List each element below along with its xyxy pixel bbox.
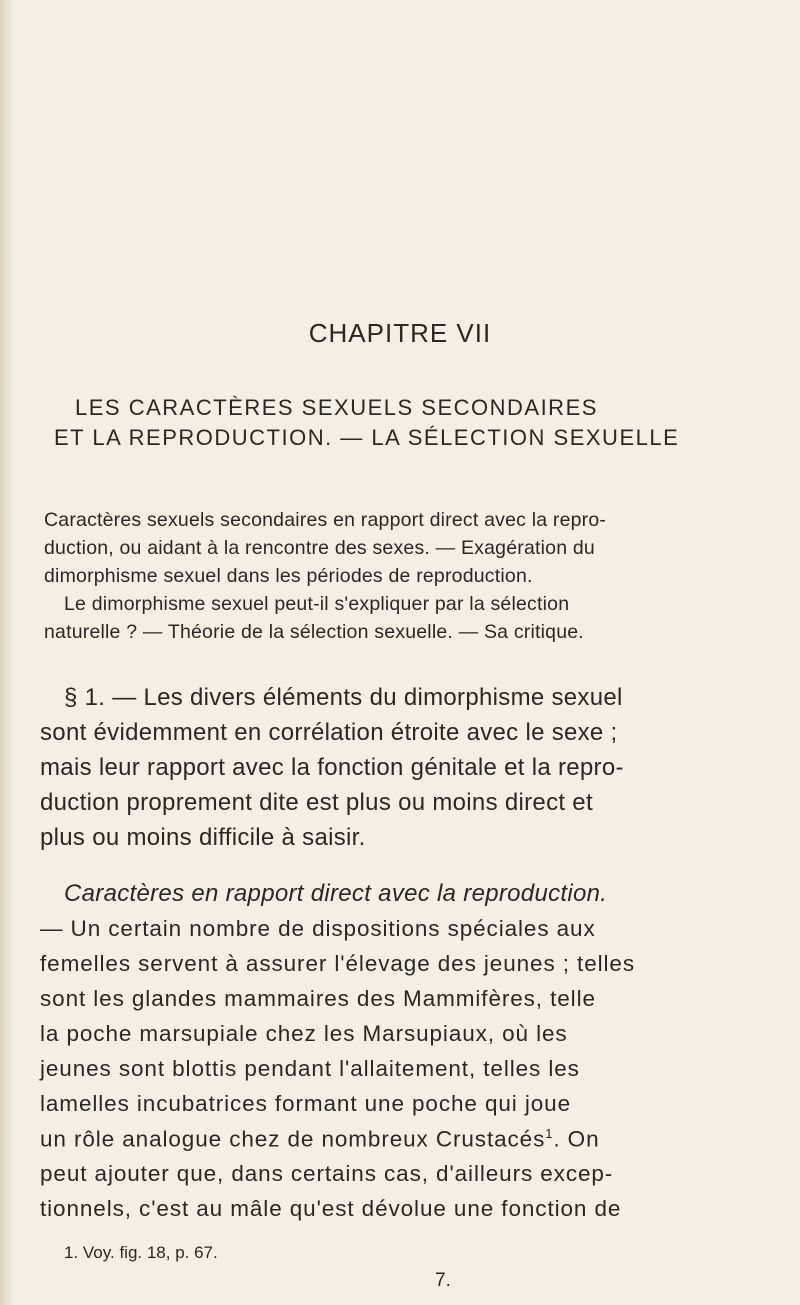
chapter-title: CHAPITRE VII	[308, 318, 492, 348]
heading-line-1: LES CARACTÈRES SEXUELS SECONDAIRES	[75, 395, 598, 420]
section2-line: jeunes sont blottis pendant l'allaitement, telles les	[40, 1056, 580, 1081]
section2-line: la poche marsupiale chez les Marsupiaux, où les	[40, 1021, 568, 1046]
section2-line: sont les glandes mammaires des Mammifères, telle	[40, 986, 596, 1011]
section1-line: duction proprement dite est plus ou moins direct et	[40, 789, 593, 816]
section2-line	[40, 1126, 600, 1153]
summary-line: Le dimorphisme sexuel peut-il s'expliquer par la sélection	[64, 593, 570, 615]
page-edge-shadow	[0, 0, 14, 1305]
section2-title: Caractères en rapport direct avec la reproduction.	[64, 880, 608, 907]
section2-line: peut ajouter que, dans certains cas, d'ailleurs excep-	[40, 1161, 614, 1186]
page-number: 7.	[435, 1270, 451, 1291]
footnote: 1. Voy. fig. 18, p. 67.	[64, 1243, 218, 1262]
section2-line: — Un certain nombre de dispositions spéciales aux	[40, 916, 596, 941]
footnote-marker: 1	[545, 1126, 554, 1141]
section1-line: sont évidemment en corrélation étroite avec le sexe ;	[40, 719, 618, 746]
section2-line-text: un rôle analogue chez de nombreux Crustacés	[40, 1126, 546, 1152]
section2-line: tionnels, c'est au mâle qu'est dévolue une fonction de	[40, 1196, 622, 1221]
heading-line-2: ET LA REPRODUCTION. — LA SÉLECTION SEXUELLE	[54, 425, 680, 450]
summary-line: duction, ou aidant à la rencontre des sexes. — Exagération du	[44, 537, 595, 559]
section2-line: femelles servent à assurer l'élevage des jeunes ; telles	[40, 951, 635, 976]
summary-line: naturelle ? — Théorie de la sélection sexuelle. — Sa critique.	[44, 621, 584, 643]
section2-line: lamelles incubatrices formant une poche qui joue	[40, 1091, 571, 1116]
section1-line: mais leur rapport avec la fonction génitale et la repro-	[40, 754, 624, 781]
section1-line: plus ou moins difficile à saisir.	[40, 824, 366, 851]
summary-line: Caractères sexuels secondaires en rapport direct avec la repro-	[44, 509, 607, 531]
section1-line: § 1. — Les divers éléments du dimorphisme sexuel	[64, 684, 623, 711]
section2-line-tail: . On	[553, 1126, 600, 1152]
summary-line: dimorphisme sexuel dans les périodes de reproduction.	[44, 565, 533, 587]
